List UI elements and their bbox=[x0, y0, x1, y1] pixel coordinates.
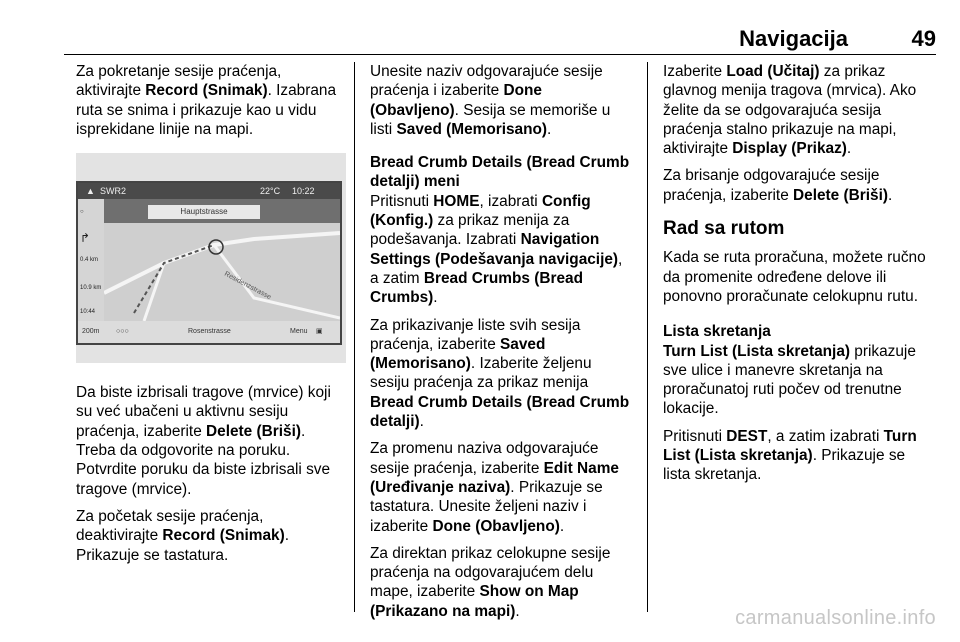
arrival-time: 10:44 bbox=[80, 309, 96, 316]
paragraph: Kada se ruta proračuna, možete ručno da promenite određene delove ili ponovno proračunate celokupnu rutu. bbox=[663, 249, 926, 305]
map bbox=[104, 223, 340, 321]
menu-button: Menu bbox=[290, 328, 308, 336]
map-roads bbox=[104, 223, 340, 321]
column-divider bbox=[647, 62, 648, 612]
paragraph: Za direktan prikaz celokupne sesije praćenja na odgovarajućem delu mape, izaberite Show on Map (Prikazano na mapi). bbox=[370, 544, 611, 620]
turn-arrow-icon: ↱ bbox=[80, 231, 91, 246]
next-street: Rosenstrasse bbox=[188, 328, 231, 336]
clock-time: 10:22 bbox=[292, 186, 315, 197]
route-dots-icon: ○○○ bbox=[116, 328, 129, 336]
section-subheading: Lista skretanja bbox=[663, 323, 771, 341]
audio-source: SWR2 bbox=[100, 186, 127, 197]
status-bar bbox=[78, 183, 340, 199]
column-divider bbox=[354, 62, 355, 612]
column-2 bbox=[370, 62, 632, 629]
paragraph: Za početak sesije praćenja, deaktivirajte Record (Snimak). Prikazuje se tastatura. bbox=[76, 507, 289, 564]
navigation-screen-image bbox=[76, 153, 346, 363]
paragraph: Da biste izbrisali tragove (mrvice) koji su već ubačeni u aktivnu sesiju praćenja, izaberite Delete (Briši). Treba da odgovorite na poruku. Potvrdite poruku da biste izbrisali sve tragove (mrvice). bbox=[76, 384, 331, 498]
view-icon: ▣ bbox=[316, 328, 323, 336]
paragraph: Za promenu naziva odgovarajuće sesije praćenja, izaberite Edit Name (Uređivanje naziva). Prikazuje se tastatura. Unesite željeni naziv i izaberite Done (Obavljeno). bbox=[370, 440, 619, 535]
column-1 bbox=[76, 62, 346, 573]
compass-icon: ○ bbox=[80, 209, 84, 216]
current-street: Hauptstrasse bbox=[148, 205, 260, 219]
map-scale: 200m bbox=[82, 328, 100, 336]
column-3 bbox=[663, 62, 933, 493]
screen bbox=[76, 181, 342, 345]
turn-distance: 0.4 km bbox=[80, 257, 99, 264]
temperature: 22°C bbox=[260, 186, 281, 197]
maneuver-panel bbox=[78, 199, 104, 321]
svg-text:Residenzstrasse: Residenzstrasse bbox=[223, 270, 273, 302]
paragraph: Pritisnuti DEST, a zatim izabrati Turn List (Lista skretanja). Prikazuje se lista skretanja. bbox=[663, 427, 917, 484]
paragraph: Za prikazivanje liste svih sesija praćenja, izaberite Saved (Memorisano). Izaberite željenu sesiju praćenja za prikaz menija Bread Crumb Details (Bread Crumb detalji). bbox=[370, 316, 630, 431]
paragraph: Pritisnuti HOME, izabrati Config (Konfig.) za prikaz menija za podešavanja. Izabrati Navigation Settings (Podešavanja navigacije), a zatim Bread Crumbs (Bread Crumbs). bbox=[370, 192, 623, 307]
paragraph: Izaberite Load (Učitaj) za prikaz glavnog menija tragova (mrvica). Ako želite da se odgovarajuća sesija praćenja stalno prikazuje na mapi, aktivirajte Display (Prikaz). bbox=[663, 63, 917, 158]
route-distance: 10.9 km bbox=[80, 285, 102, 292]
paragraph: Turn List (Lista skretanja) prikazuje sve ulice i manevre skretanja na proračunatoj ruti počev od trenutne lokacije. bbox=[663, 342, 916, 418]
lock-icon: ▲ bbox=[86, 186, 95, 197]
section-subheading: Bread Crumb Details (Bread Crumb detalji) meni bbox=[370, 154, 630, 191]
page-title: Navigacija bbox=[739, 26, 848, 51]
paragraph: Za brisanje odgovarajuće sesije praćenja, izaberite Delete (Briši). bbox=[663, 167, 893, 204]
paragraph: Za pokretanje sesije praćenja, aktivirajte Record (Snimak). Izabrana ruta se snima i prikazuje kao u vidu isprekidane linije na mapi. bbox=[76, 63, 337, 138]
paragraph: Unesite naziv odgovarajuće sesije praćenja i izaberite Done (Obavljeno). Sesija se memoriše u listi Saved (Memorisano). bbox=[370, 63, 611, 138]
watermark: carmanualsonline.info bbox=[735, 607, 936, 629]
page-number: 49 bbox=[911, 26, 936, 51]
bottom-bar bbox=[78, 321, 340, 343]
section-heading: Rad sa rutom bbox=[663, 218, 785, 240]
page-header bbox=[64, 22, 936, 55]
